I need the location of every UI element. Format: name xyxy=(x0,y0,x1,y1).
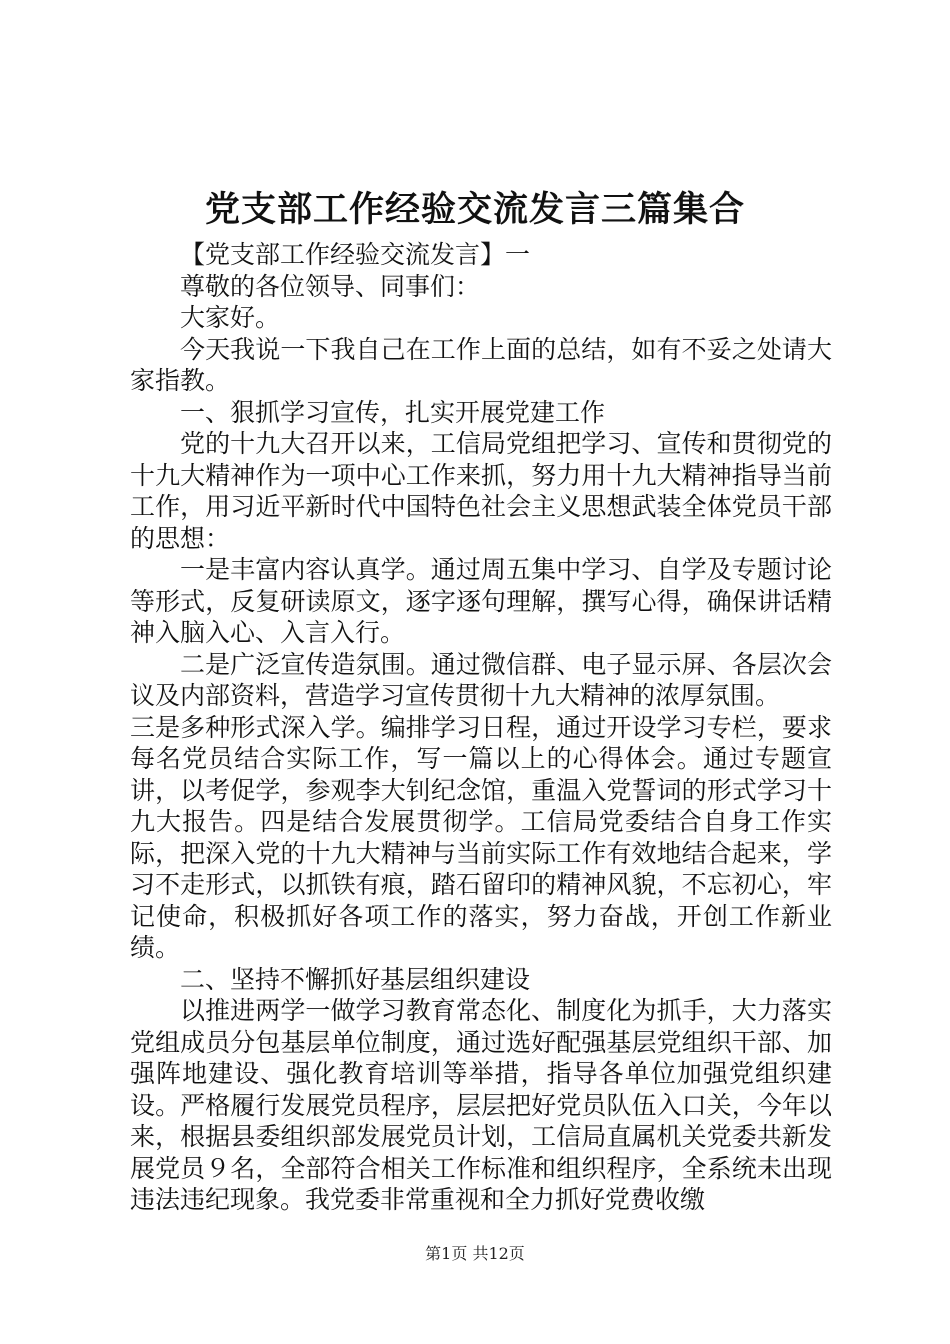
paragraph-heading-two: 二、坚持不懈抓好基层组织建设 xyxy=(180,964,531,994)
paragraph-greeting: 大家好。 xyxy=(180,303,281,332)
page-number-footer: 第1页 共12页 xyxy=(425,1244,525,1263)
document-body xyxy=(130,239,832,1216)
paragraph-section-heading: 【党支部工作经验交流发言】一 xyxy=(180,240,531,269)
paragraph-body: 以推进两学一做学习教育常态化、制度化为抓手，大力落实党组成员分包基层单位制度，通过选好配强基层党组织干部、加强阵地建设、强化教育培训等举措，指导各单位加强党组织建设。严格履行发展党员程序，层层把好党员队伍入口关，今年以来，根据县委组织部发展党员计划，工信局直属机关党委共新发展党员９名，全部符合相关工作标准和组织程序，全系统未出现违法违纪现象。我党委非常重视和全力抓好党费收缴 xyxy=(130,996,832,1214)
paragraph-intro: 今天我说一下我自己在工作上面的总结，如有不妥之处请大家指教。 xyxy=(130,334,832,395)
paragraph-body: 党的十九大召开以来，工信局党组把学习、宣传和贯彻党的十九大精神作为一项中心工作来抓，努力用十九大精神指导当前工作，用习近平新时代中国特色社会主义思想武装全体党员干部的思想： xyxy=(130,429,832,553)
paragraph-heading-one: 一、狠抓学习宣传，扎实开展党建工作 xyxy=(180,397,606,427)
paragraph-salutation: 尊敬的各位领导、同事们： xyxy=(180,271,481,301)
paragraph-body: 二是广泛宣传造氛围。通过微信群、电子显示屏、各层次会议及内部资料，营造学习宣传贯彻十九大精神的浓厚氛围。 xyxy=(130,649,832,710)
paragraph-body: 三是多种形式深入学。编排学习日程，通过开设学习专栏，要求每名党员结合实际工作，写一篇以上的心得体会。通过专题宣讲，以考促学，参观李大钊纪念馆，重温入党誓词的形式学习十九大报告。四是结合发展贯彻学。工信局党委结合自身工作实际，把深入党的十九大精神与当前实际工作有效地结合起来，学习不走形式，以抓铁有痕，踏石留印的精神风貌，不忘初心，牢记使命，积极抓好各项工作的落实，努力奋战，开创工作新业绩。 xyxy=(130,712,832,962)
paragraph-body: 一是丰富内容认真学。通过周五集中学习、自学及专题讨论等形式，反复研读原文，逐字逐句理解，撰写心得，确保讲话精神入脑入心、入言入行。 xyxy=(130,555,832,647)
document-title: 党支部工作经验交流发言三篇集合 xyxy=(204,189,745,230)
